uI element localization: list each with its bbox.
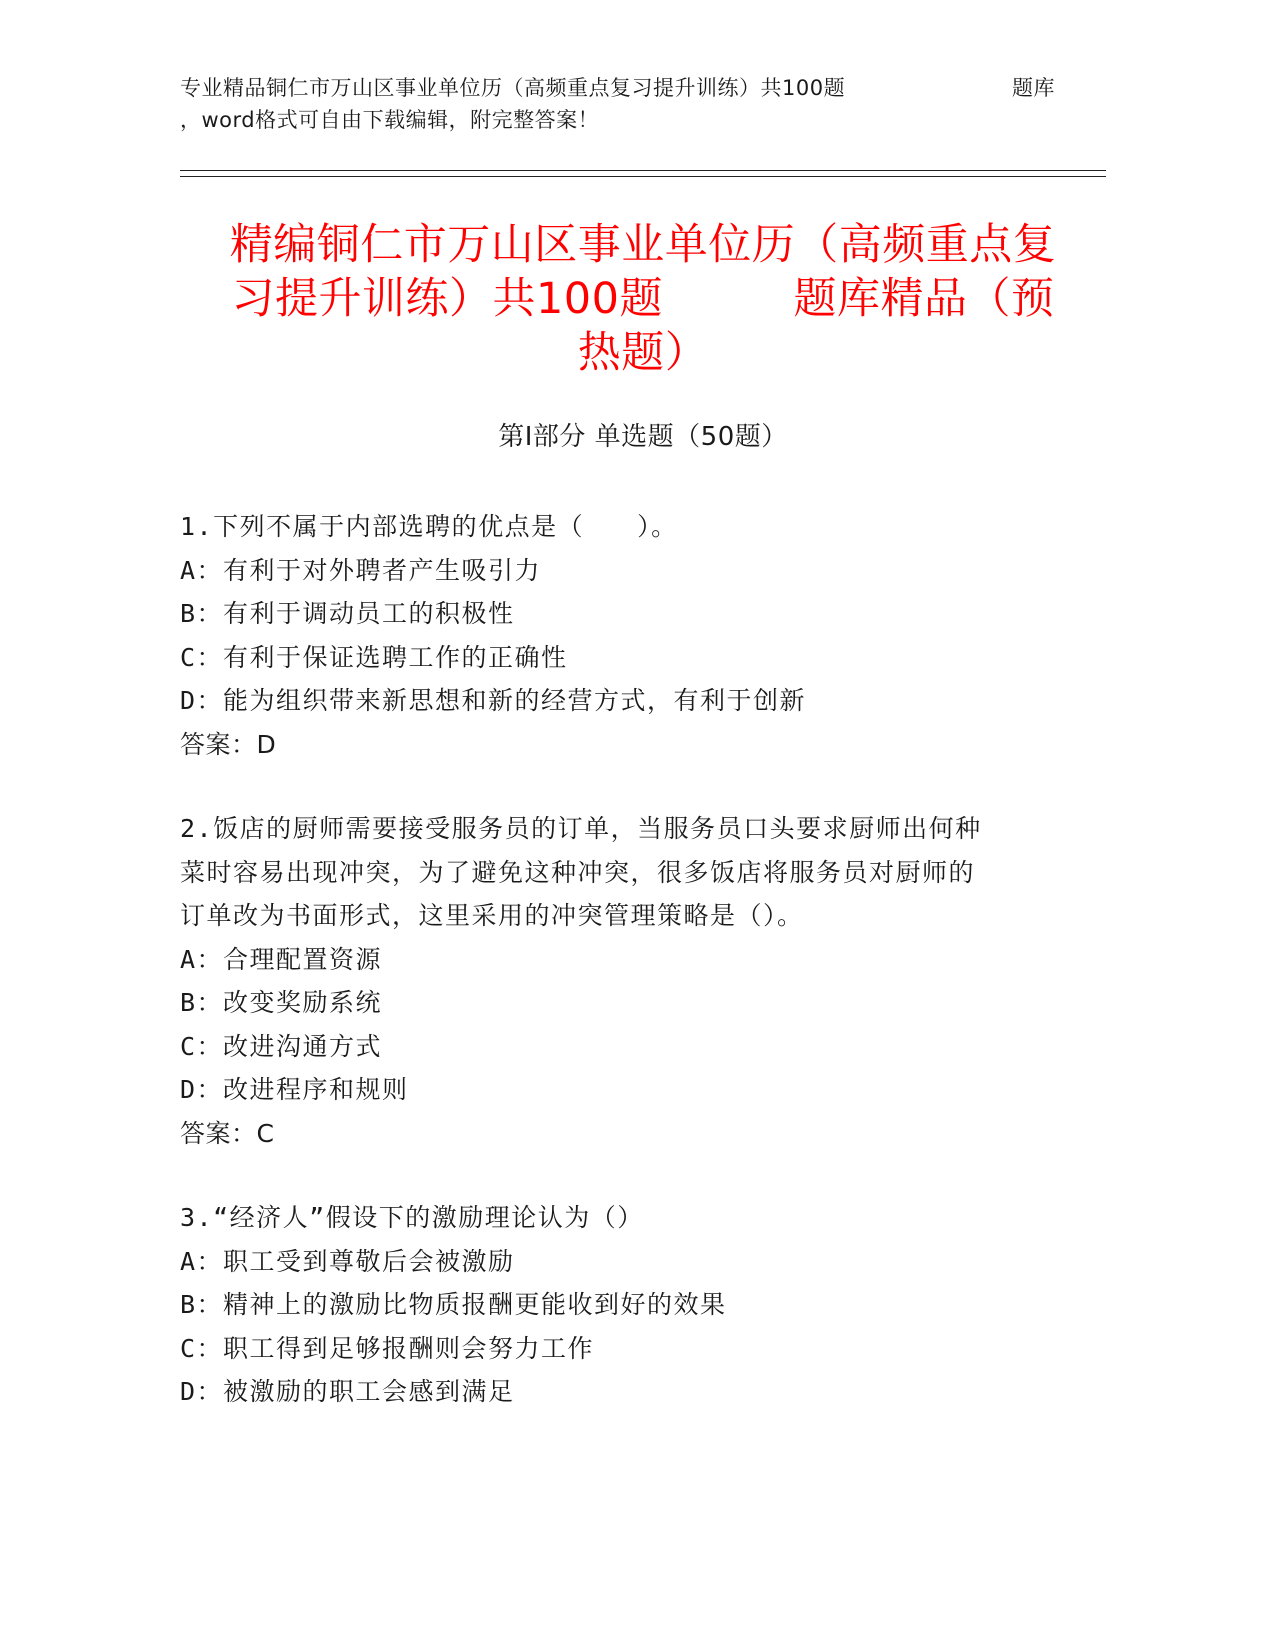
option-a: A：职工受到尊敬后会被激励 [180, 1246, 515, 1276]
document-title [180, 218, 1106, 380]
question-stem: 1.下列不属于内部选聘的优点是（ ）。 [180, 512, 678, 541]
document-title-line-1: 精编铜仁市万山区事业单位历（高频重点复 [229, 220, 1057, 270]
answer: 答案：D [180, 729, 277, 759]
option-d: D：能为组织带来新思想和新的经营方式，有利于创新 [180, 686, 807, 715]
header-divider-top [180, 170, 1106, 171]
option-b: B：有利于调动员工的积极性 [180, 599, 515, 628]
header-tag-text: 题库 [1012, 76, 1055, 100]
option-c: C：有利于保证选聘工作的正确性 [180, 642, 568, 672]
answer: 答案：C [180, 1118, 275, 1148]
option-c: C：职工得到足够报酬则会努力工作 [180, 1333, 595, 1363]
question-stem-line-3: 订单改为书面形式，这里采用的冲突管理策略是（）。 [180, 901, 804, 930]
option-a: A：合理配置资源 [180, 944, 383, 974]
document-title-line-2: 习提升训练）共100题 题库精品（预 [231, 274, 1055, 324]
header-divider-bottom [180, 176, 1106, 177]
header-line-2: ，word格式可自由下载编辑，附完整答案！ [180, 108, 600, 132]
question-item [180, 807, 1100, 1155]
question-stem: 3.“经济人”假设下的激励理论认为（） [180, 1203, 644, 1232]
option-a: A：有利于对外聘者产生吸引力 [180, 555, 542, 585]
section-title: 第Ⅰ部分 单选题（50题） [498, 422, 788, 452]
question-item [180, 1196, 1100, 1414]
option-d: D：被激励的职工会感到满足 [180, 1377, 515, 1406]
question-list [180, 505, 1100, 1414]
option-b: B：改变奖励系统 [180, 988, 383, 1017]
option-c: C：改进沟通方式 [180, 1031, 383, 1061]
question-stem-line-1: 2.饭店的厨师需要接受服务员的订单，当服务员口头要求厨师出何种 [180, 814, 982, 843]
question-item [180, 505, 1100, 766]
document-title-line-3: 热题） [577, 328, 709, 378]
option-b: B：精神上的激励比物质报酬更能收到好的效果 [180, 1290, 727, 1319]
option-d: D：改进程序和规则 [180, 1075, 409, 1104]
question-stem-line-2: 菜时容易出现冲突，为了避免这种冲突，很多饭店将服务员对厨师的 [180, 857, 976, 887]
header-title-text: 专业精品铜仁市万山区事业单位历（高频重点复习提升训练）共100题 [180, 76, 846, 100]
page-header [180, 72, 1100, 136]
header-line-1 [180, 72, 1100, 104]
